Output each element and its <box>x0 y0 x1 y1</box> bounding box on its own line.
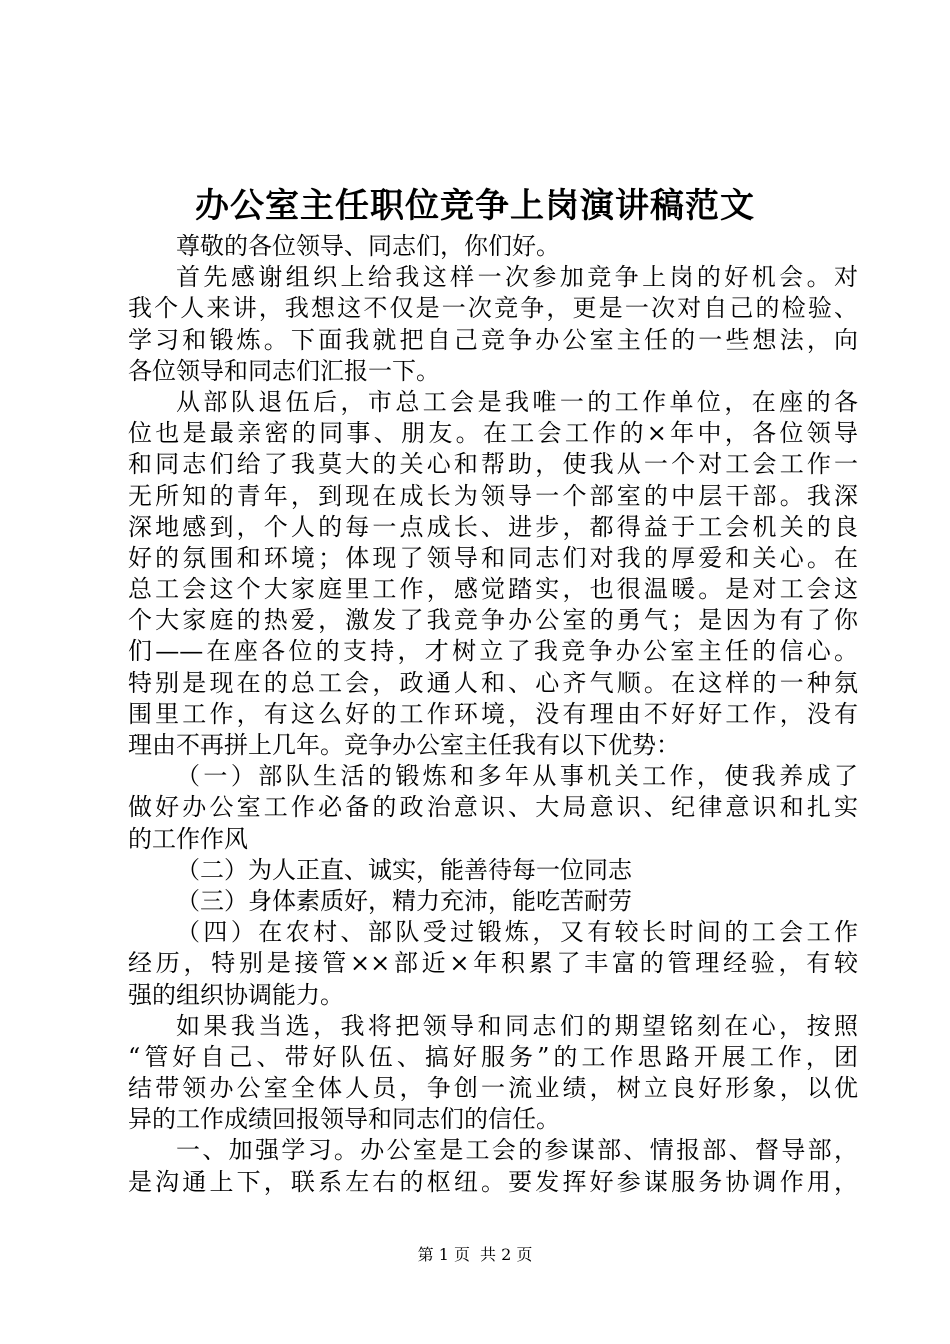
document-body <box>128 231 858 1198</box>
text-line: 深地感到，个人的每一点成长、进步，都得益于工会机关的良 <box>128 512 858 541</box>
text-line: 特别是现在的总工会，政通人和、心齐气顺。在这样的一种氛 <box>128 668 858 697</box>
text-line: （四）在农村、部队受过锻炼，又有较长时间的工会工作 <box>176 918 858 947</box>
page-total: 共 2 页 <box>480 1245 533 1264</box>
page-footer <box>0 1243 950 1267</box>
text-line: （二）为人正直、诚实，能善待每一位同志 <box>176 855 632 884</box>
text-line: 首先感谢组织上给我这样一次参加竞争上岗的好机会。对 <box>176 263 858 292</box>
text-line: 结带领办公室全体人员，争创一流业绩，树立良好形象，以优 <box>128 1074 858 1103</box>
text-line: 总工会这个大家庭里工作，感觉踏实，也很温暖。是对工会这 <box>128 575 858 604</box>
text-line: （一）部队生活的锻炼和多年从事机关工作，使我养成了 <box>176 762 858 791</box>
text-line: 是沟通上下，联系左右的枢纽。要发挥好参谋服务协调作用， <box>128 1167 858 1196</box>
text-line: 我个人来讲，我想这不仅是一次竞争，更是一次对自己的检验、 <box>128 294 858 323</box>
text-line: 一、加强学习。办公室是工会的参谋部、情报部、督导部， <box>176 1136 858 1165</box>
text-line: 尊敬的各位领导、同志们，你们好。 <box>176 232 560 260</box>
text-line: 学习和锻炼。下面我就把自己竞争办公室主任的一些想法，向 <box>128 325 858 354</box>
text-line: 围里工作，有这么好的工作环境，没有理由不好好工作，没有 <box>128 699 858 728</box>
text-line: 经历，特别是接管××部近×年积累了丰富的管理经验，有较 <box>128 949 858 978</box>
text-line: 异的工作成绩回报领导和同志们的信任。 <box>128 1105 560 1134</box>
text-line: “管好自己、带好队伍、搞好服务”的工作思路开展工作，团 <box>128 1042 858 1071</box>
text-line: 理由不再拼上几年。竞争办公室主任我有以下优势： <box>128 731 680 759</box>
text-line: 们——在座各位的支持，才树立了我竞争办公室主任的信心。 <box>128 637 858 666</box>
text-line: （三）身体素质好，精力充沛，能吃苦耐劳 <box>176 886 632 915</box>
text-line: 做好办公室工作必备的政治意识、大局意识、纪律意识和扎实 <box>128 793 858 822</box>
text-line: 无所知的青年，到现在成长为领导一个部室的中层干部。我深 <box>128 481 858 510</box>
text-line: 各位领导和同志们汇报一下。 <box>128 356 440 385</box>
text-line: 如果我当选，我将把领导和同志们的期望铭刻在心，按照 <box>176 1011 858 1040</box>
text-line: 从部队退伍后，市总工会是我唯一的工作单位，在座的各 <box>176 387 858 416</box>
text-line: 好的氛围和环境；体现了领导和同志们对我的厚爱和关心。在 <box>128 543 858 572</box>
text-line: 位也是最亲密的同事、朋友。在工会工作的×年中，各位领导 <box>128 419 858 448</box>
document-title: 办公室主任职位竞争上岗演讲稿范文 <box>195 186 755 226</box>
page-number: 第 1 页 <box>417 1245 470 1264</box>
text-line: 和同志们给了我莫大的关心和帮助，使我从一个对工会工作一 <box>128 450 858 479</box>
text-line: 的工作作风 <box>128 824 248 853</box>
text-line: 强的组织协调能力。 <box>128 980 344 1009</box>
text-line: 个大家庭的热爱，激发了我竞争办公室的勇气；是因为有了你 <box>128 606 858 635</box>
